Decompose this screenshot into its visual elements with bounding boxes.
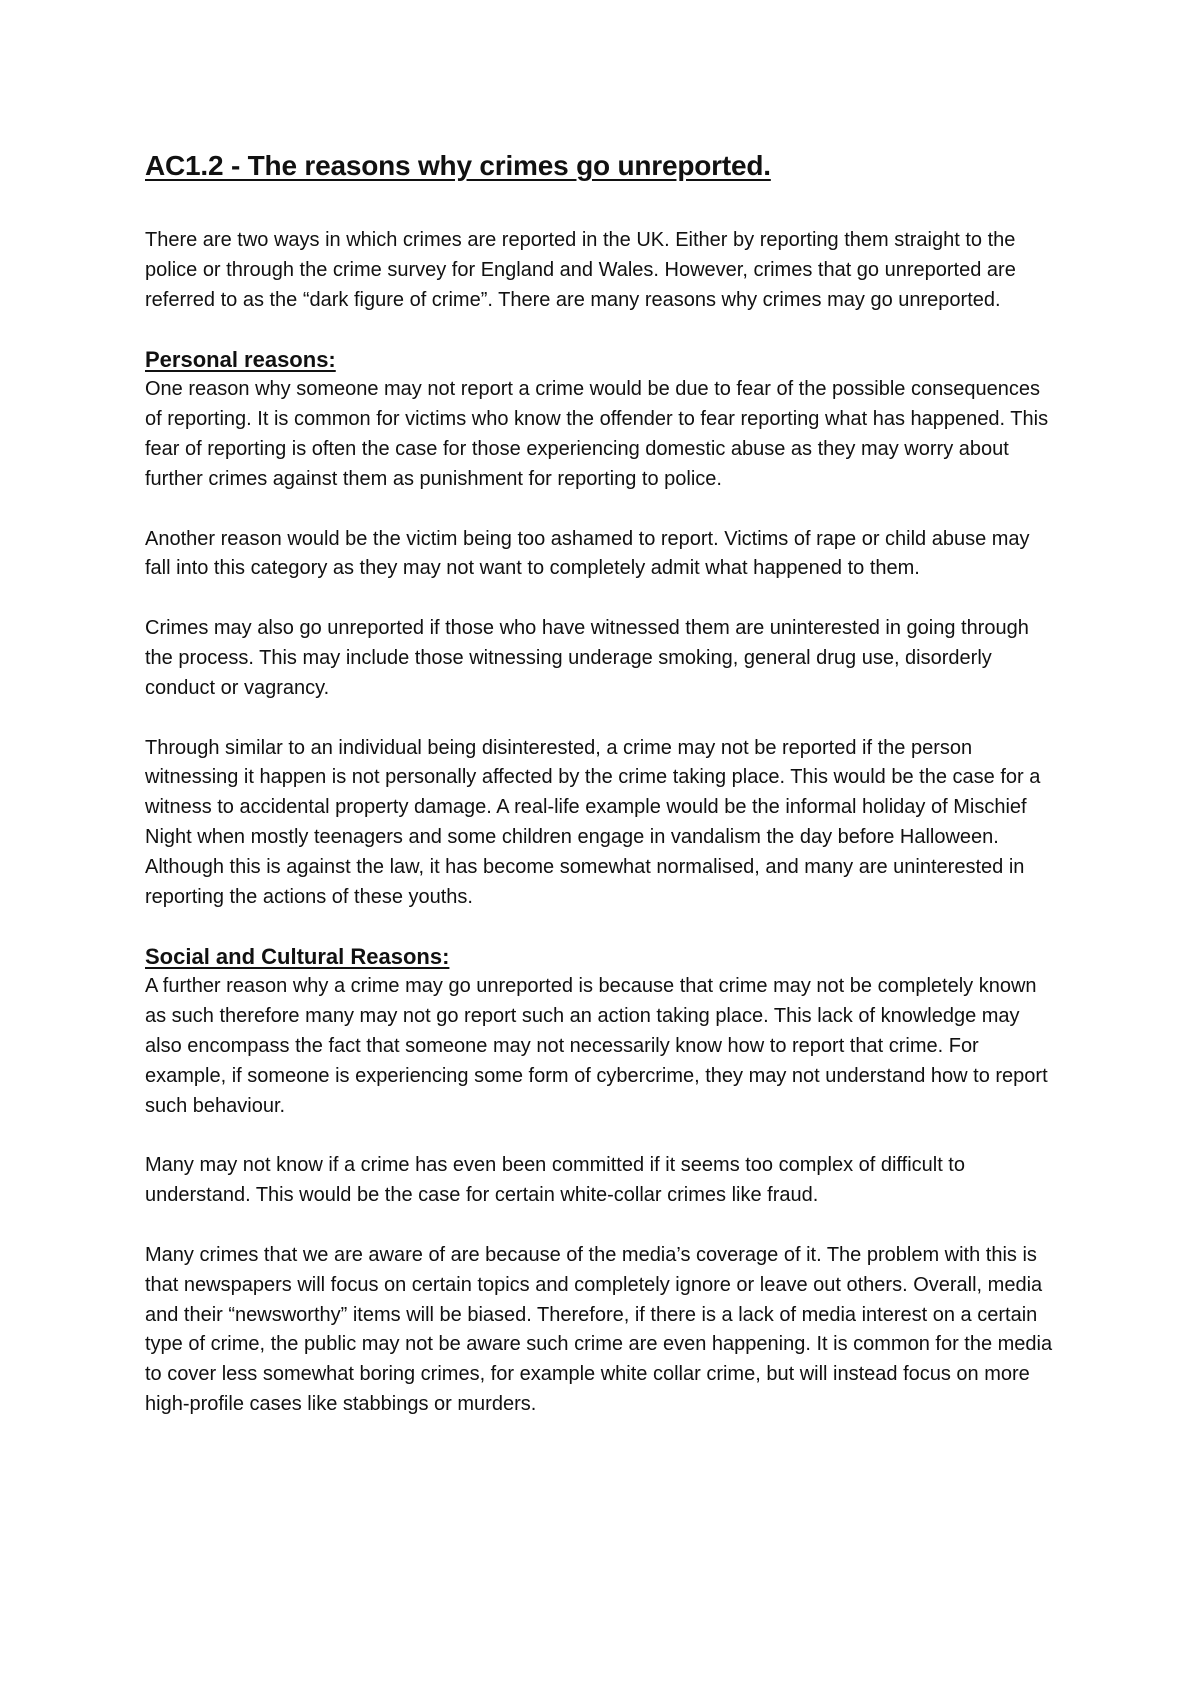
paragraph: Another reason would be the victim being too ashamed to report. Victims of rape or child abuse may fall into this category as they may not want to completely admit what happened to them. [145,527,1030,580]
paragraph: A further reason why a crime may go unreported is because that crime may not be completely known as such therefore many may not go report such an action taking place. This lack of knowledge may also encompass the fact that someone may not necessarily know how to report that crime. For example, if someone is experiencing some form of cybercrime, they may not understand how to report such behaviour. [145,975,1048,1117]
intro-paragraph: There are two ways in which crimes are reported in the UK. Either by reporting them straight to the police or through the crime survey for England and Wales. However, crimes that go unreported are referred to as the “dark figure of crime”. There are many reasons why crimes may go unreported. [145,229,1016,311]
document-page [145,150,1055,1450]
section-heading: Personal reasons: [145,347,336,373]
document-title: AC1.2 - The reasons why crimes go unreported. [145,150,771,181]
paragraph: One reason why someone may not report a crime would be due to fear of the possible consequences of reporting. It is common for victims who know the offender to fear reporting what has happened. This fear of reporting is often the case for those experiencing domestic abuse as they may worry about further crimes against them as punishment for reporting to police. [145,378,1049,490]
section-social-cultural-reasons [145,942,1055,1419]
paragraph: Many may not know if a crime has even been committed if it seems too complex of difficult to understand. This would be the case for certain white-collar crimes like fraud. [145,1154,965,1207]
paragraph: Through similar to an individual being disinterested, a crime may not be reported if the person witnessing it happen is not personally affected by the crime taking place. This would be the case for a witness to accidental property damage. A real-life example would be the informal holiday of Mischief Night when mostly teenagers and some children engage in vandalism the day before Halloween. Although this is against the law, it has become somewhat normalised, and many are uninterested in reporting the actions of these youths. [145,736,1041,908]
section-heading: Social and Cultural Reasons: [145,944,450,970]
section-personal-reasons [145,345,1055,912]
paragraph: Many crimes that we are aware of are because of the media’s coverage of it. The problem with this is that newspapers will focus on certain topics and completely ignore or leave out others. Overall, media and their “newsworthy” items will be biased. Therefore, if there is a lack of media interest on a certain type of crime, the public may not be aware such crime are even happening. It is common for the media to cover less somewhat boring crimes, for example white collar crime, but will instead focus on more high-profile cases like stabbings or murders. [145,1243,1053,1415]
paragraph: Crimes may also go unreported if those who have witnessed them are uninterested in going through the process. This may include those witnessing underage smoking, general drug use, disorderly conduct or vagrancy. [145,617,1029,699]
